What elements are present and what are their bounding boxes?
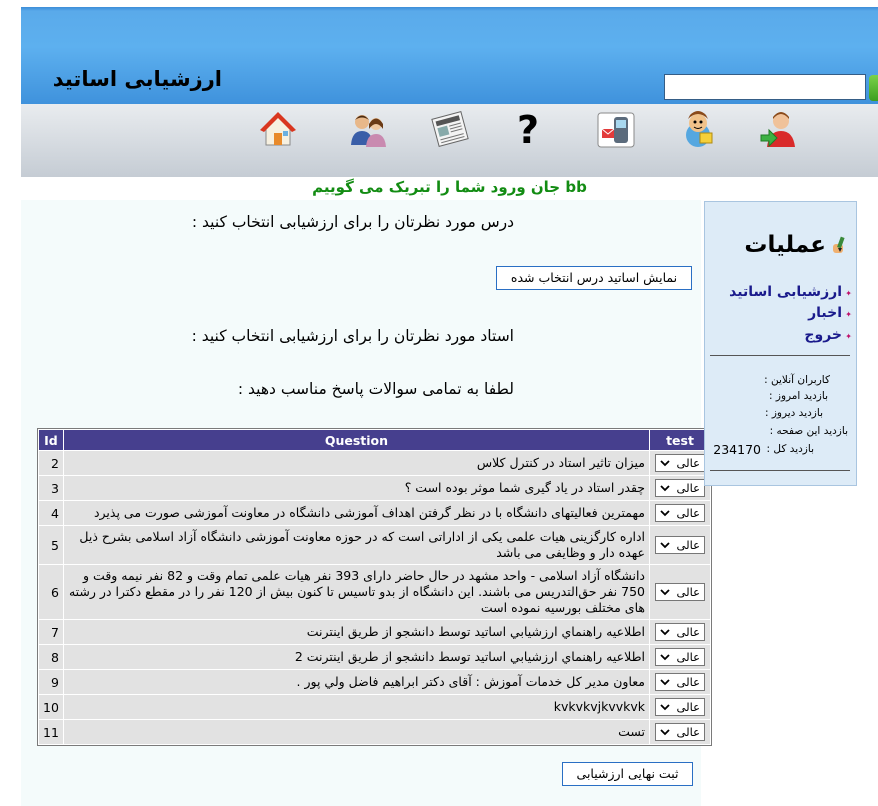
- table-row: [39, 720, 710, 744]
- answer-select-value: عالی: [676, 456, 700, 470]
- row-id: 5: [39, 526, 63, 564]
- answer-select[interactable]: [655, 698, 705, 716]
- sidebar-link-news[interactable]: اخبار: [808, 305, 842, 321]
- chevron-down-icon: [659, 586, 671, 598]
- header-banner: [21, 7, 878, 104]
- svg-text:?: ?: [516, 109, 540, 149]
- user-login-icon: [759, 109, 799, 149]
- table-header-row: [39, 430, 710, 450]
- stat-total-visits-label: بازدید کل :: [766, 443, 814, 455]
- stat-today-visits: بازدید امروز :: [769, 390, 828, 402]
- row-question: اطلاعيه راهنماي ارزشيابي اساتيد توسط دانشجو از طريق اينترنت: [64, 620, 649, 644]
- newspaper-icon: [430, 109, 470, 149]
- row-id: 2: [39, 451, 63, 475]
- answer-select[interactable]: [655, 648, 705, 666]
- answer-select-value: عالی: [676, 700, 700, 714]
- chevron-down-icon: [659, 507, 671, 519]
- answer-select[interactable]: [655, 583, 705, 601]
- help-question-icon: [508, 109, 548, 149]
- table-row: [39, 645, 710, 669]
- bullet-icon: ✦: [845, 310, 852, 319]
- answer-select-value: عالی: [676, 725, 700, 739]
- users-icon: [349, 109, 389, 149]
- sidebar-title: عملیات: [744, 232, 826, 258]
- row-id: 8: [39, 645, 63, 669]
- answer-select-value: عالی: [676, 585, 700, 599]
- main-navigation: [21, 104, 878, 177]
- answer-select-value: عالی: [676, 675, 700, 689]
- stat-page-visits: بازدید این صفحه :: [769, 425, 848, 437]
- row-question: دانشگاه آزاد اسلامی - واحد مشهد در حال حاضر دارای 393 نفر هیات علمی تمام وقت و 82 نفر نیمه وقت و 750 نفر حق‌التدریس می باشند. این دانشگاه از بدو تاسیس تا کنون بیش از 120 نفر را در مقطع دکترا در رشته های مختلف بورسیه نموده است: [64, 565, 649, 619]
- row-id: 10: [39, 695, 63, 719]
- chevron-down-icon: [659, 539, 671, 551]
- row-id: 3: [39, 476, 63, 500]
- header-answer: test: [650, 430, 710, 450]
- chevron-down-icon: [659, 676, 671, 688]
- stat-yesterday-visits: بازدید دیروز :: [764, 407, 823, 419]
- row-question: kvkvkvjkvvkvk: [64, 695, 649, 719]
- sidebar-link-logout[interactable]: خروج: [804, 327, 842, 343]
- bullet-icon: ✦: [845, 332, 852, 341]
- row-question: معاون مدير كل خدمات آموزش : آقای دكتر ابراهيم فاضل ولي پور .: [64, 670, 649, 694]
- bullet-icon: ✦: [845, 289, 852, 298]
- site-title: ارزشیابی اساتید: [52, 67, 222, 91]
- chevron-down-icon: [659, 482, 671, 494]
- chevron-down-icon: [659, 651, 671, 663]
- table-row: [39, 565, 710, 619]
- answer-select-value: عالی: [676, 506, 700, 520]
- teacher-prompt: استاد مورد نظرتان را برای ارزشیابی انتخاب کنید :: [191, 327, 514, 345]
- course-prompt: درس مورد نظرتان را برای ارزشیابی انتخاب کنید :: [191, 213, 514, 231]
- about-mascot-icon: [678, 109, 718, 149]
- header-id: Id: [39, 430, 63, 450]
- answer-select[interactable]: [655, 723, 705, 741]
- table-row: [39, 670, 710, 694]
- submit-evaluation-button[interactable]: ثبت نهایی ارزشیابی: [562, 762, 693, 786]
- row-question: چقدر استاد در یاد گیری شما موثر بوده است ؟: [64, 476, 649, 500]
- answer-select-value: عالی: [676, 538, 700, 552]
- answer-select[interactable]: [655, 479, 705, 497]
- welcome-message: bb جان ورود شما را تبریک می گوییم: [312, 178, 587, 196]
- stat-online-users: کاربران آنلاین :: [764, 374, 830, 386]
- table-row: [39, 620, 710, 644]
- answer-select[interactable]: [655, 673, 705, 691]
- row-question: اطلاعيه راهنماي ارزشيابي اساتيد توسط دانشجو از طريق اينترنت 2: [64, 645, 649, 669]
- row-question: تست: [64, 720, 649, 744]
- row-question: اداره کارگزینی هیات علمی یکی از اداراتی است که در حوزه معاونت آموزشی دانشگاه آزاد اسلامی بشرح ذیل عهده دار و وظایفی می باشد: [64, 526, 649, 564]
- table-row: [39, 695, 710, 719]
- row-id: 11: [39, 720, 63, 744]
- chevron-down-icon: [659, 626, 671, 638]
- answer-select-value: عالی: [676, 650, 700, 664]
- header-question: Question: [64, 430, 649, 450]
- answer-select[interactable]: [655, 536, 705, 554]
- table-row: [39, 451, 710, 475]
- sidebar-link-evaluation[interactable]: ارزشیابی اساتید: [729, 284, 842, 300]
- row-id: 9: [39, 670, 63, 694]
- chevron-down-icon: [659, 701, 671, 713]
- answer-select-value: عالی: [676, 625, 700, 639]
- show-teachers-button[interactable]: نمایش اساتید درس انتخاب شده: [496, 266, 692, 290]
- questions-table: [37, 428, 712, 746]
- answer-select[interactable]: [655, 454, 705, 472]
- table-row: [39, 526, 710, 564]
- divider: [710, 355, 850, 356]
- search-go-button[interactable]: [869, 75, 878, 101]
- answer-select-value: عالی: [676, 481, 700, 495]
- hand-pencil-icon: [830, 236, 848, 254]
- chevron-down-icon: [659, 726, 671, 738]
- row-id: 4: [39, 501, 63, 525]
- row-id: 7: [39, 620, 63, 644]
- table-row: [39, 476, 710, 500]
- answer-select[interactable]: [655, 504, 705, 522]
- row-question: مهمترین فعالیتهای دانشگاه با در نظر گرفتن اهداف آموزشی دانشگاه در معاونت آموزشی صورت می پذیرد: [64, 501, 649, 525]
- operations-sidebar: [704, 201, 857, 486]
- chevron-down-icon: [659, 457, 671, 469]
- row-id: 6: [39, 565, 63, 619]
- divider: [710, 470, 850, 471]
- table-row: [39, 501, 710, 525]
- answer-prompt: لطفا به تمامی سوالات پاسخ مناسب دهید :: [237, 380, 514, 398]
- contact-phone-icon: [596, 109, 636, 149]
- stat-total-visits-value: 234170: [713, 442, 761, 457]
- page-wrapper: [21, 0, 878, 806]
- answer-select[interactable]: [655, 623, 705, 641]
- home-icon: [258, 109, 298, 149]
- search-input[interactable]: [664, 74, 866, 100]
- row-question: میزان تاثیر استاد در کنترل کلاس: [64, 451, 649, 475]
